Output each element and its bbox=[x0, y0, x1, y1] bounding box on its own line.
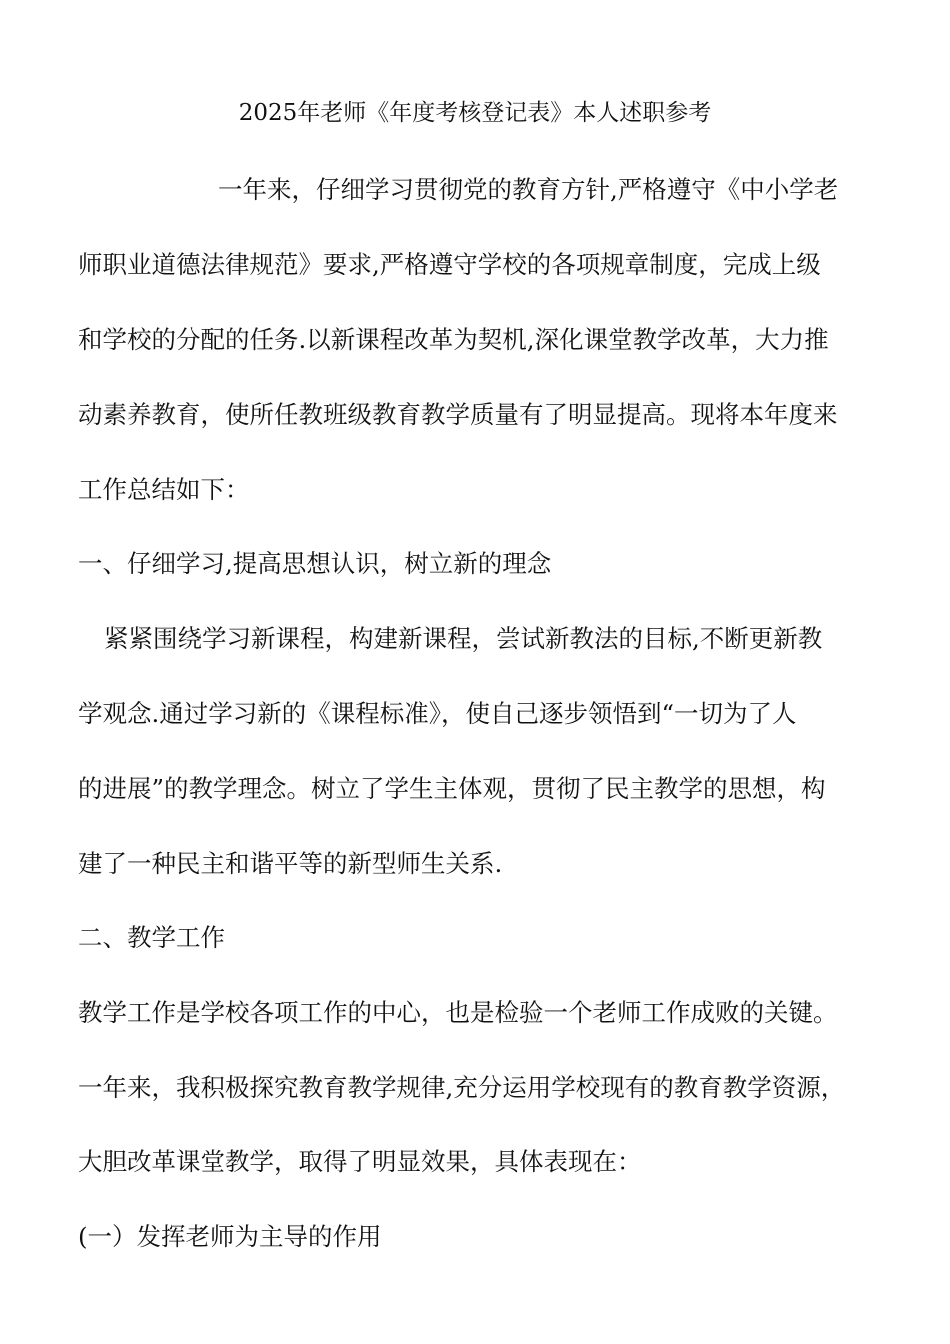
section-heading: 一、仔细学习,提高思想认识，树立新的理念 bbox=[78, 549, 552, 578]
paragraph-line: 一年来，仔细学习贯彻党的教育方针,严格遵守《中小学老 bbox=[218, 175, 839, 204]
document-title: 2025年老师《年度考核登记表》本人述职参考 bbox=[238, 100, 712, 126]
paragraph-line: 建了一种民主和谐平等的新型师生关系. bbox=[78, 849, 503, 878]
subsection-heading: (一）发挥老师为主导的作用 bbox=[78, 1222, 382, 1251]
paragraph-line: 大胆改革课堂教学，取得了明显效果，具体表现在： bbox=[78, 1147, 642, 1176]
paragraph-line: 的进展”的教学理念。树立了学生主体观，贯彻了民主教学的思想，构 bbox=[78, 774, 826, 803]
paragraph-line: 和学校的分配的任务.以新课程改革为契机,深化课堂教学改革，大力推 bbox=[78, 325, 829, 354]
paragraph-line: 工作总结如下： bbox=[78, 475, 250, 504]
paragraph-line: 教学工作是学校各项工作的中心，也是检验一个老师工作成败的关键。 bbox=[78, 998, 838, 1027]
section-heading: 二、教学工作 bbox=[78, 923, 225, 952]
paragraph-line: 一年来，我积极探究教育教学规律,充分运用学校现有的教育教学资源， bbox=[78, 1073, 846, 1102]
paragraph-line: 动素养教育，使所任教班级教育教学质量有了明显提高。现将本年度来 bbox=[78, 400, 838, 429]
paragraph-line: 师职业道德法律规范》要求,严格遵守学校的各项规章制度，完成上级 bbox=[78, 250, 821, 279]
paragraph-line: 学观念.通过学习新的《课程标准》，使自己逐步领悟到“一切为了人 bbox=[78, 699, 797, 728]
paragraph-line: 紧紧围绕学习新课程，构建新课程，尝试新教法的目标,不断更新教 bbox=[104, 624, 823, 653]
